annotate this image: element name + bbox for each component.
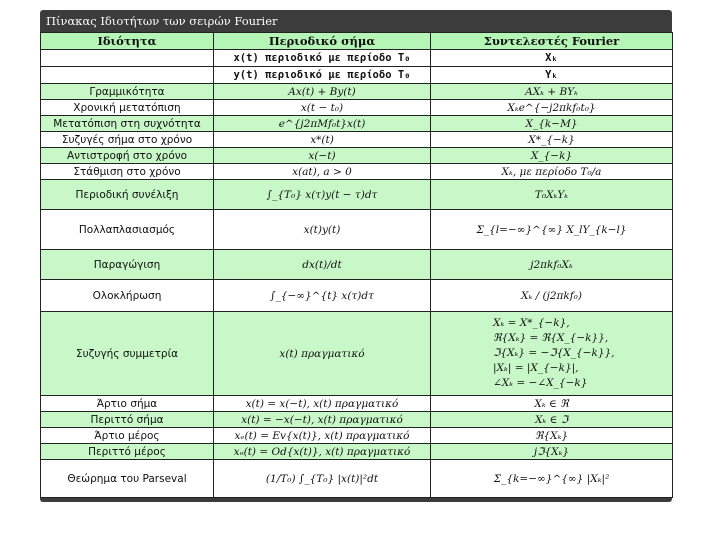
signal-cell: x(t) περιοδικό με περίοδο T₀ [214,50,431,67]
table-row [41,412,673,428]
header-property: Ιδιότητα [41,33,214,50]
coefficient-cell: j2πkf₀Xₖ [431,250,673,280]
table-row [41,444,673,460]
signal-cell: y(t) περιοδικό με περίοδο T₀ [214,67,431,84]
property-cell [41,50,214,67]
coefficient-cell: Σ_{k=−∞}^{∞} |Xₖ|² [431,460,673,498]
signal-cell: x*(t) [214,132,431,148]
table-row [41,180,673,210]
coefficient-line: |Xₖ| = |X_{−k}|, [493,362,579,374]
coefficient-cell: Yₖ [431,67,673,84]
property-cell: Αντιστροφή στο χρόνο [41,148,214,164]
coefficient-line: ℑ{Xₖ} = −ℑ{X_{−k}}, [493,347,615,359]
property-cell: Συζυγές σήμα στο χρόνο [41,132,214,148]
table-row [41,396,673,412]
signal-cell: x(t)y(t) [214,210,431,250]
table-row [41,164,673,180]
signal-cell: x(t − t₀) [214,100,431,116]
signal-cell: xₒ(t) = Od{x(t)}, x(t) πραγματικό [214,444,431,460]
signal-cell: x(t) πραγματικό [214,312,431,396]
fourier-properties-table [40,10,672,502]
table-row [41,148,673,164]
signal-cell: e^{j2πMf₀t}x(t) [214,116,431,132]
table-row [41,312,673,396]
coefficient-cell: Xₖ [431,50,673,67]
table-title: Πίνακας Ιδιοτήτων των σειρών Fourier [40,10,672,32]
coefficient-cell: T₀XₖYₖ [431,180,673,210]
coefficient-cell: X_{k−M} [431,116,673,132]
signal-cell: dx(t)/dt [214,250,431,280]
coefficient-cell: Xₖ ∈ ℜ [431,396,673,412]
properties-grid [40,32,673,498]
table-row [41,460,673,498]
header-periodic-signal: Περιοδικό σήμα [214,33,431,50]
table-row [41,132,673,148]
coefficient-cell: Xₖ, με περίοδο T₀/a [431,164,673,180]
coefficient-cell: jℑ{Xₖ} [431,444,673,460]
property-cell: Άρτιο μέρος [41,428,214,444]
signal-cell: x(t) = x(−t), x(t) πραγματικό [214,396,431,412]
property-cell: Συζυγής συμμετρία [41,312,214,396]
signal-cell: x(t) = −x(−t), x(t) πραγματικό [214,412,431,428]
table-row [41,84,673,100]
property-cell: Γραμμικότητα [41,84,214,100]
table-row [41,50,673,67]
coefficient-line: ℜ{Xₖ} = ℜ{X_{−k}}, [493,332,609,344]
property-cell: Περιττό σήμα [41,412,214,428]
signal-cell: xₑ(t) = Ev{x(t)}, x(t) πραγματικό [214,428,431,444]
property-cell: Περιττό μέρος [41,444,214,460]
signal-cell: ∫_{−∞}^{t} x(τ)dτ [214,280,431,312]
signal-cell: Ax(t) + By(t) [214,84,431,100]
table-row [41,428,673,444]
coefficient-cell: AXₖ + BYₖ [431,84,673,100]
table-row [41,116,673,132]
property-cell: Άρτιο σήμα [41,396,214,412]
coefficient-line: ∠Xₖ = −∠X_{−k} [493,377,588,389]
property-cell: Περιοδική συνέλιξη [41,180,214,210]
table-row [41,210,673,250]
property-cell: Παραγώγιση [41,250,214,280]
property-cell [41,67,214,84]
property-cell: Χρονική μετατόπιση [41,100,214,116]
coefficient-cell: Xₖ ∈ ℑ [431,412,673,428]
coefficient-cell: X*_{−k} [431,132,673,148]
table-row [41,67,673,84]
coefficient-cell [431,312,673,396]
signal-cell: x(at), a > 0 [214,164,431,180]
table-row [41,100,673,116]
coefficient-cell: X_{−k} [431,148,673,164]
property-cell: Μετατόπιση στη συχνότητα [41,116,214,132]
table-row [41,250,673,280]
header-fourier-coefficients: Συντελεστές Fourier [431,33,673,50]
coefficient-cell: ℜ{Xₖ} [431,428,673,444]
signal-cell: (1/T₀) ∫_{T₀} |x(t)|²dt [214,460,431,498]
coefficient-cell: Xₖ / (j2πkf₀) [431,280,673,312]
signal-cell: x(−t) [214,148,431,164]
property-cell: Πολλαπλασιασμός [41,210,214,250]
table-bottom-border [40,498,672,502]
table-row [41,280,673,312]
coefficient-line: Xₖ = X*_{−k}, [493,317,570,329]
signal-cell: ∫_{T₀} x(τ)y(t − τ)dτ [214,180,431,210]
property-cell: Θεώρημα του Parseval [41,460,214,498]
coefficient-cell: Σ_{l=−∞}^{∞} X_lY_{k−l} [431,210,673,250]
property-cell: Ολοκλήρωση [41,280,214,312]
property-cell: Στάθμιση στο χρόνο [41,164,214,180]
coefficient-cell: Xₖe^{−j2πkf₀t₀} [431,100,673,116]
